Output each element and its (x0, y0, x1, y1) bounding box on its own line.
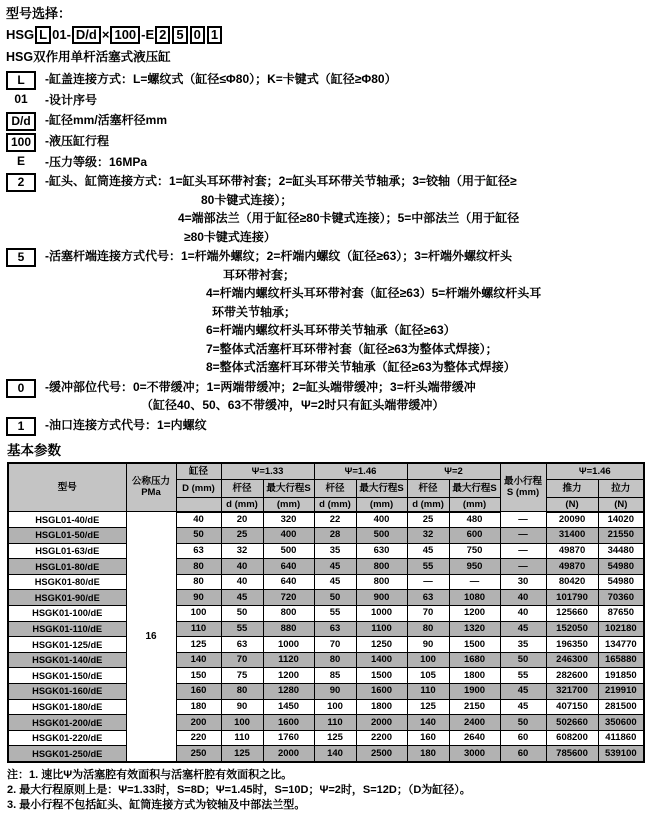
model-cell: HSGK01-180/dE (8, 699, 126, 715)
value-cell: 32 (407, 528, 449, 544)
note-line: 注：1. 速比Ψ为活塞腔有效面积与活塞杆腔有效面积之比。 (7, 769, 293, 781)
value-cell: 152050 (546, 621, 598, 637)
value-cell: 140 (407, 715, 449, 731)
legend-item (6, 70, 644, 90)
model-cell: HSGL01-63/dE (8, 543, 126, 559)
value-cell: 40 (500, 590, 546, 606)
value-cell: 1100 (356, 621, 407, 637)
value-cell: 45 (407, 543, 449, 559)
value-cell: 31400 (546, 528, 598, 544)
legend-code: 01 (14, 92, 28, 106)
value-cell: 750 (449, 543, 500, 559)
table-row (8, 559, 644, 575)
value-cell: 500 (356, 528, 407, 544)
model-cell: HSGK01-160/dE (8, 684, 126, 700)
model-code-boxed-segment: D/d (72, 26, 101, 44)
value-cell: 2000 (356, 715, 407, 731)
value-cell: 180 (407, 746, 449, 762)
table-row (8, 606, 644, 622)
legend-line: （缸径40、50、63不带缓冲，Ψ=2时只有缸头端带缓冲） (141, 398, 445, 412)
value-cell: 90 (407, 637, 449, 653)
value-cell: 1600 (356, 684, 407, 700)
value-cell: 880 (263, 621, 314, 637)
legend-line: -设计序号 (45, 93, 97, 107)
value-cell: 1500 (356, 668, 407, 684)
model-code (6, 26, 644, 44)
value-cell: 30 (500, 574, 546, 590)
value-cell: 125 (314, 730, 356, 746)
value-cell: 20090 (546, 512, 598, 528)
parameters-table (7, 462, 645, 764)
value-cell: 55 (221, 621, 263, 637)
legend-line: ≥80卡键式连接） (184, 229, 276, 244)
value-cell: 70 (407, 606, 449, 622)
header-group-psi-146: Ψ=1.46 (314, 463, 407, 480)
legend-item (6, 132, 644, 152)
legend-code: 1 (6, 417, 36, 436)
legend-description (45, 70, 644, 90)
value-cell: 125 (407, 699, 449, 715)
legend-line: 4=端部法兰（用于缸径≥80卡键式连接）；5=中部法兰（用于缸径 (178, 211, 520, 225)
legend-code: E (16, 153, 25, 168)
header-rod: 杆径 (407, 479, 449, 497)
value-cell: 134770 (598, 637, 644, 653)
value-cell: 90 (176, 590, 221, 606)
value-cell: 21550 (598, 528, 644, 544)
table-row (8, 684, 644, 700)
model-cell: HSGK01-100/dE (8, 606, 126, 622)
value-cell: 900 (356, 590, 407, 606)
value-cell: 800 (263, 606, 314, 622)
header-rod-sub: d (mm) (407, 497, 449, 512)
header-bore-unit (176, 497, 221, 512)
value-cell: 100 (176, 606, 221, 622)
value-cell: 140 (176, 652, 221, 668)
value-cell: 1500 (449, 637, 500, 653)
model-code-segment: 01- (52, 27, 71, 42)
value-cell: 1450 (263, 699, 314, 715)
legend-description (45, 132, 644, 152)
model-code-boxed-segment: 5 (172, 26, 187, 44)
value-cell: 55 (407, 559, 449, 575)
value-cell: 125 (176, 637, 221, 653)
legend-line: -缸径mm/活塞杆径mm (45, 112, 168, 127)
value-cell: 2640 (449, 730, 500, 746)
model-cell: HSGK01-250/dE (8, 746, 126, 762)
model-code-legend (6, 70, 644, 436)
value-cell: 2400 (449, 715, 500, 731)
pressure-value-cell: 16 (126, 512, 176, 763)
value-cell: 539100 (598, 746, 644, 762)
model-code-boxed-segment: L (35, 26, 51, 44)
value-cell: 25 (221, 528, 263, 544)
value-cell: — (449, 574, 500, 590)
value-cell: 321700 (546, 684, 598, 700)
value-cell: 70360 (598, 590, 644, 606)
value-cell: 180 (176, 699, 221, 715)
value-cell: 1760 (263, 730, 314, 746)
section-title-model-selection: 型号选择： (6, 6, 72, 21)
legend-line: -缸盖连接方式：L=螺纹式（缸径≤Φ80）；K=卡键式（缸径≥Φ80） (45, 72, 397, 86)
value-cell: 45 (314, 559, 356, 575)
header-min-stroke: 最小行程 S (mm) (500, 463, 546, 512)
value-cell: 400 (356, 512, 407, 528)
value-cell: 63 (314, 621, 356, 637)
value-cell: 608200 (546, 730, 598, 746)
value-cell: 1800 (356, 699, 407, 715)
value-cell: 100 (221, 715, 263, 731)
value-cell: 22 (314, 512, 356, 528)
value-cell: — (500, 512, 546, 528)
legend-line: -缸头、缸筒连接方式：1=缸头耳环带衬套；2=缸头耳环带关节轴承；3=铰轴（用于缸径≥ (45, 174, 517, 188)
legend-description (45, 247, 644, 377)
value-cell: 55 (314, 606, 356, 622)
value-cell: 32 (221, 543, 263, 559)
header-rod: 杆径 (221, 479, 263, 497)
header-stroke-sub: (mm) (356, 497, 407, 512)
model-cell: HSGK01-150/dE (8, 668, 126, 684)
value-cell: 80 (314, 652, 356, 668)
value-cell: 219910 (598, 684, 644, 700)
value-cell: 50 (500, 715, 546, 731)
value-cell: 1280 (263, 684, 314, 700)
value-cell: 800 (356, 574, 407, 590)
value-cell: 502660 (546, 715, 598, 731)
legend-description (45, 153, 644, 172)
table-row (8, 668, 644, 684)
header-model: 型号 (8, 463, 126, 512)
legend-description (45, 111, 644, 131)
value-cell: 1200 (263, 668, 314, 684)
value-cell: 2150 (449, 699, 500, 715)
table-row (8, 621, 644, 637)
legend-line: 6=杆端内螺纹杆头耳环带关节轴承（缸径≥63） (206, 323, 456, 337)
value-cell: 50 (500, 652, 546, 668)
value-cell: 54980 (598, 559, 644, 575)
value-cell: 500 (263, 543, 314, 559)
note-line: 2. 最大行程原则上是：Ψ=1.33时，S=8D；Ψ=1.45时，S=10D；Ψ=2时，S=12D；（D为缸径）。 (7, 784, 471, 796)
value-cell: 45 (314, 574, 356, 590)
value-cell: 80 (407, 621, 449, 637)
value-cell: 160 (176, 684, 221, 700)
value-cell: 250 (176, 746, 221, 762)
table-row (8, 715, 644, 731)
table-row (8, 512, 644, 528)
cylinder-description: HSG双作用单杆活塞式液压缸 (6, 50, 171, 64)
table-row (8, 730, 644, 746)
model-cell: HSGK01-140/dE (8, 652, 126, 668)
value-cell: 80 (176, 559, 221, 575)
legend-line: 80卡键式连接）； (201, 192, 293, 207)
value-cell: 50 (221, 606, 263, 622)
value-cell: 1200 (449, 606, 500, 622)
table-row (8, 746, 644, 762)
legend-code: D/d (6, 112, 36, 131)
value-cell: 80 (176, 574, 221, 590)
legend-code: 0 (6, 379, 36, 398)
value-cell: 63 (221, 637, 263, 653)
model-code-segment: HSG (6, 27, 35, 42)
value-cell: 400 (263, 528, 314, 544)
legend-item (6, 247, 644, 377)
value-cell: 320 (263, 512, 314, 528)
legend-line: 4=杆端内螺纹杆头耳环带衬套（缸径≥63）5=杆端外螺纹杆头耳 (206, 286, 542, 300)
value-cell: 640 (263, 574, 314, 590)
value-cell: 1250 (356, 637, 407, 653)
value-cell: 1000 (356, 606, 407, 622)
value-cell: 110 (221, 730, 263, 746)
table-row (8, 590, 644, 606)
value-cell: 40 (221, 574, 263, 590)
model-cell: HSGK01-80/dE (8, 574, 126, 590)
legend-item (6, 91, 644, 110)
value-cell: 1000 (263, 637, 314, 653)
value-cell: 35 (500, 637, 546, 653)
value-cell: 125660 (546, 606, 598, 622)
value-cell: 49870 (546, 543, 598, 559)
value-cell: 45 (500, 699, 546, 715)
value-cell: 196350 (546, 637, 598, 653)
value-cell: 35 (314, 543, 356, 559)
value-cell: 640 (263, 559, 314, 575)
value-cell: 60 (500, 746, 546, 762)
value-cell: 90 (314, 684, 356, 700)
header-bore: 缸径 (176, 463, 221, 480)
legend-line: -缓冲部位代号：0=不带缓冲；1=两端带缓冲；2=缸头端带缓冲；3=杆头端带缓冲 (45, 379, 476, 394)
legend-code: 100 (6, 133, 36, 152)
legend-line: -压力等级：16MPa (45, 154, 148, 169)
value-cell: 101790 (546, 590, 598, 606)
legend-code: 5 (6, 248, 36, 267)
value-cell: 800 (356, 559, 407, 575)
model-code-segment: × (101, 27, 110, 42)
model-code-boxed-segment: 100 (110, 26, 140, 44)
value-cell: 350600 (598, 715, 644, 731)
table-header (8, 463, 644, 512)
value-cell: 1120 (263, 652, 314, 668)
model-cell: HSGL01-80/dE (8, 559, 126, 575)
legend-line: -油口连接方式代号：1=内螺纹 (45, 417, 207, 432)
value-cell: — (500, 528, 546, 544)
header-bore-sub: D (mm) (176, 479, 221, 497)
value-cell: 55 (500, 668, 546, 684)
value-cell: 2000 (263, 746, 314, 762)
value-cell: 100 (314, 699, 356, 715)
value-cell: 630 (356, 543, 407, 559)
header-stroke-sub: (mm) (263, 497, 314, 512)
header-pull-unit: (N) (598, 497, 644, 512)
value-cell: 50 (176, 528, 221, 544)
header-stroke: 最大行程S (449, 479, 500, 497)
value-cell: — (407, 574, 449, 590)
legend-item (6, 153, 644, 172)
value-cell: 407150 (546, 699, 598, 715)
model-cell: HSGK01-110/dE (8, 621, 126, 637)
value-cell: 34480 (598, 543, 644, 559)
legend-item (6, 172, 644, 246)
value-cell: 40 (221, 559, 263, 575)
value-cell: 110 (176, 621, 221, 637)
value-cell: 600 (449, 528, 500, 544)
value-cell: 1900 (449, 684, 500, 700)
model-code-boxed-segment: 1 (207, 26, 222, 44)
value-cell: 40 (176, 512, 221, 528)
value-cell: 950 (449, 559, 500, 575)
header-force-group: Ψ=1.46 (546, 463, 644, 480)
value-cell: 90 (221, 699, 263, 715)
value-cell: 63 (176, 543, 221, 559)
value-cell: 49870 (546, 559, 598, 575)
value-cell: 45 (500, 684, 546, 700)
value-cell: 1600 (263, 715, 314, 731)
legend-line: 耳环带衬套； (223, 267, 296, 282)
value-cell: 70 (314, 637, 356, 653)
value-cell: 75 (221, 668, 263, 684)
section-title-basic-parameters: 基本参数 (7, 442, 61, 458)
model-cell: HSGK01-90/dE (8, 590, 126, 606)
table-row (8, 637, 644, 653)
header-nominal-pressure: 公称压力 PMa (126, 463, 176, 512)
value-cell: 50 (314, 590, 356, 606)
value-cell: 45 (500, 621, 546, 637)
value-cell: 220 (176, 730, 221, 746)
value-cell: 102180 (598, 621, 644, 637)
header-group-psi-133: Ψ=1.33 (221, 463, 314, 480)
table-row (8, 699, 644, 715)
value-cell: 100 (407, 652, 449, 668)
value-cell: 282600 (546, 668, 598, 684)
value-cell: 720 (263, 590, 314, 606)
model-code-segment: -E (141, 27, 155, 42)
model-cell: HSGL01-50/dE (8, 528, 126, 544)
value-cell: 125 (221, 746, 263, 762)
value-cell: 110 (314, 715, 356, 731)
value-cell: 14020 (598, 512, 644, 528)
value-cell: 80 (221, 684, 263, 700)
legend-description (45, 91, 644, 110)
header-pull-force: 拉力 (598, 479, 644, 497)
value-cell: 3000 (449, 746, 500, 762)
value-cell: 70 (221, 652, 263, 668)
value-cell: 140 (314, 746, 356, 762)
value-cell: 25 (407, 512, 449, 528)
value-cell: 1080 (449, 590, 500, 606)
value-cell: 1800 (449, 668, 500, 684)
model-code-boxed-segment: 2 (155, 26, 170, 44)
value-cell: 246300 (546, 652, 598, 668)
value-cell: 1680 (449, 652, 500, 668)
header-rod-sub: d (mm) (314, 497, 356, 512)
model-cell: HSGK01-220/dE (8, 730, 126, 746)
table-row (8, 543, 644, 559)
value-cell: 480 (449, 512, 500, 528)
value-cell: 191850 (598, 668, 644, 684)
value-cell: 281500 (598, 699, 644, 715)
value-cell: 105 (407, 668, 449, 684)
header-stroke-sub: (mm) (449, 497, 500, 512)
value-cell: 45 (221, 590, 263, 606)
value-cell: 87650 (598, 606, 644, 622)
value-cell: 160 (407, 730, 449, 746)
legend-line: -活塞杆端连接方式代号：1=杆端外螺纹；2=杆端内螺纹（缸径≥63）；3=杆端外螺纹杆头 (45, 249, 512, 263)
value-cell: — (500, 543, 546, 559)
header-push-force: 推力 (546, 479, 598, 497)
params-table-body (8, 512, 644, 763)
header-rod-sub: d (mm) (221, 497, 263, 512)
value-cell: 1320 (449, 621, 500, 637)
model-cell: HSGL01-40/dE (8, 512, 126, 528)
table-row (8, 528, 644, 544)
note-line: 3. 最小行程不包括缸头、缸筒连接方式为铰轴及中部法兰型。 (7, 799, 306, 811)
header-stroke: 最大行程S (263, 479, 314, 497)
header-rod: 杆径 (314, 479, 356, 497)
legend-line: 7=整体式活塞杆耳环带衬套（缸径≥63为整体式焊接）； (206, 341, 498, 356)
legend-item (6, 416, 644, 436)
legend-line: 8=整体式活塞杆耳环带关节轴承（缸径≥63为整体式焊接） (206, 360, 516, 374)
value-cell: 28 (314, 528, 356, 544)
value-cell: 60 (500, 730, 546, 746)
legend-item (6, 378, 644, 415)
legend-description (45, 416, 644, 436)
header-group-psi-2: Ψ=2 (407, 463, 500, 480)
legend-code: 2 (6, 173, 36, 192)
value-cell: 2200 (356, 730, 407, 746)
model-cell: HSGK01-200/dE (8, 715, 126, 731)
value-cell: 200 (176, 715, 221, 731)
footnotes (7, 768, 644, 813)
model-cell: HSGK01-125/dE (8, 637, 126, 653)
legend-code: L (6, 71, 36, 90)
legend-line: 环带关节轴承； (212, 304, 297, 319)
legend-line: -液压缸行程 (45, 133, 109, 148)
value-cell: 110 (407, 684, 449, 700)
table-row (8, 652, 644, 668)
header-push-unit: (N) (546, 497, 598, 512)
value-cell: 40 (500, 606, 546, 622)
value-cell: 1400 (356, 652, 407, 668)
value-cell: 411860 (598, 730, 644, 746)
value-cell: 165880 (598, 652, 644, 668)
value-cell: 2500 (356, 746, 407, 762)
value-cell: 785600 (546, 746, 598, 762)
legend-item (6, 111, 644, 131)
value-cell: 20 (221, 512, 263, 528)
value-cell: 85 (314, 668, 356, 684)
value-cell: — (500, 559, 546, 575)
header-stroke: 最大行程S (356, 479, 407, 497)
model-code-boxed-segment: 0 (190, 26, 205, 44)
value-cell: 80420 (546, 574, 598, 590)
legend-description (45, 378, 644, 415)
value-cell: 150 (176, 668, 221, 684)
table-row (8, 574, 644, 590)
value-cell: 63 (407, 590, 449, 606)
legend-description (45, 172, 644, 246)
value-cell: 54980 (598, 574, 644, 590)
